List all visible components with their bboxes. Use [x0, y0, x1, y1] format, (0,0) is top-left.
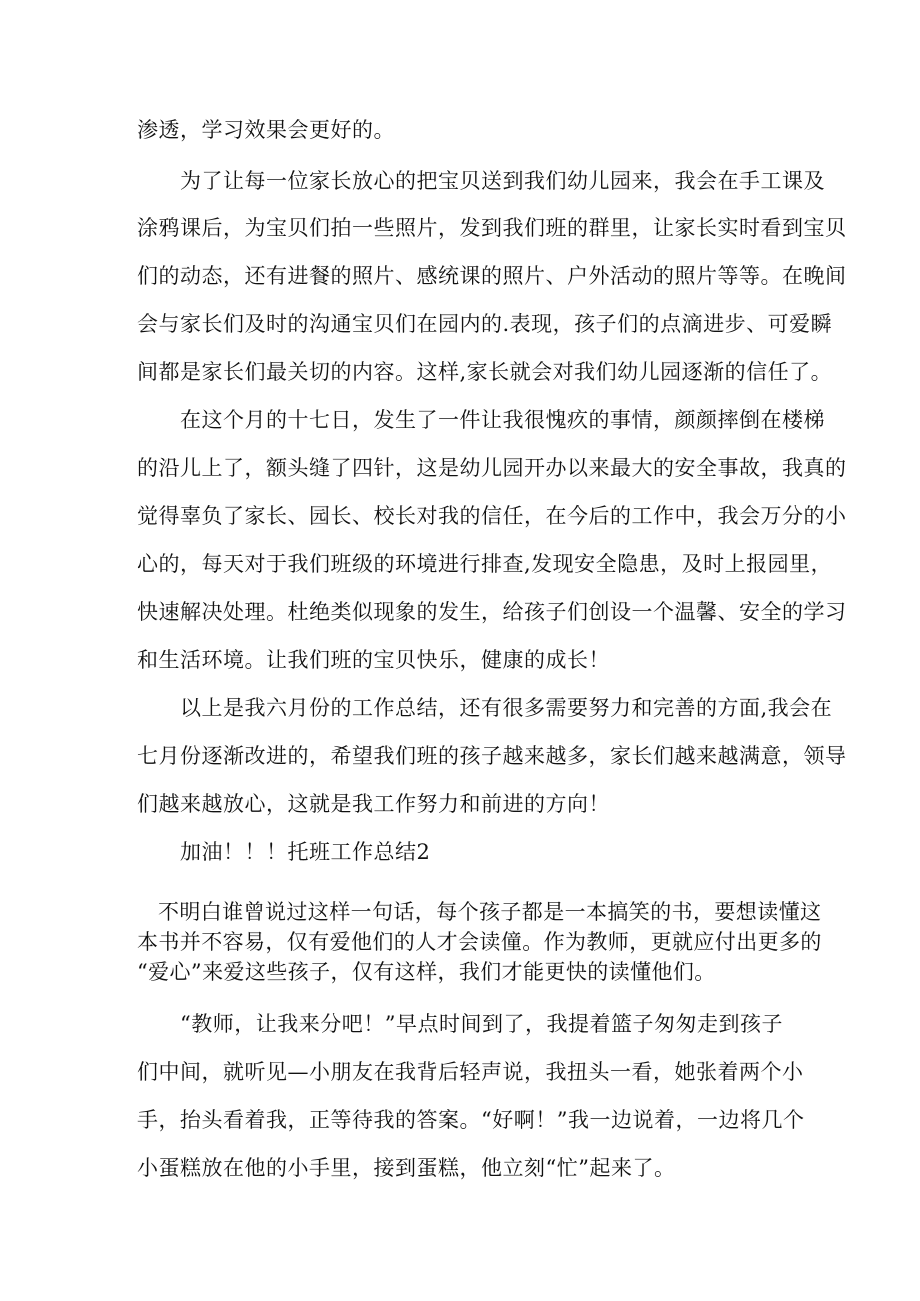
text-line: “爱心”来爱这些孩子，仅有这样，我们才能更快的读懂他们。: [137, 960, 716, 984]
text-line: 和生活环境。让我们班的宝贝快乐，健康的成长！: [137, 648, 610, 672]
text-line: 心的，每天对于我们班级的环境进行排查,发现安全隐患，及时上报园里，: [137, 552, 833, 576]
paragraph-first-line: 以上是我六月份的工作总结，还有很多需要努力和完善的方面,我会在: [180, 696, 833, 720]
text-line: 小蛋糕放在他的小手里，接到蛋糕，他立刻“忙”起来了。: [137, 1156, 676, 1180]
paragraph-first-line: 为了让每一位家长放心的把宝贝送到我们幼儿园来，我会在手工课及: [180, 169, 825, 193]
text-line: 们中间，就听见—小朋友在我背后轻声说，我扭头一看，她张着两个小: [137, 1060, 804, 1084]
text-line: 七月份逐渐改进的，希望我们班的孩子越来越多，家长们越来越满意，领导: [137, 744, 847, 768]
text-line: 间都是家长们最关切的内容。这样,家长就会对我们幼儿园逐渐的信任了。: [137, 360, 833, 384]
text-line: 手，抬头看着我，正等待我的答案。“好啊！”我一边说着，一边将几个: [137, 1108, 805, 1132]
text-line: 的沿儿上了，额头缝了四针，这是幼儿园开办以来最大的安全事故，我真的: [137, 456, 847, 480]
section-heading: 加油！！！托班工作总结2: [180, 840, 431, 864]
text-line: 本书并不容易，仅有爱他们的人才会读僮。作为教师，更就应付出更多的: [137, 930, 822, 954]
text-line: 快速解决处理。杜绝类似现象的发生，给孩子们创设一个温馨、安全的学习: [137, 600, 847, 624]
text-line: 会与家长们及时的沟通宝贝们在园内的.表现，孩子们的点滴进步、可爱瞬: [137, 312, 833, 336]
text-line: 涂鸦课后，为宝贝们拍一些照片，发到我们班的群里，让家长实时看到宝贝: [137, 216, 847, 240]
text-line: 渗透，学习效果会更好的。: [137, 118, 395, 142]
paragraph-first-line: 在这个月的十七日，发生了一件让我很愧疚的事情，颜颜摔倒在楼梯: [180, 408, 825, 432]
text-line: 们越来越放心，这就是我工作努力和前进的方向！: [137, 792, 610, 816]
text-line: 们的动态，还有进餐的照片、感统课的照片、户外活动的照片等等。在晚间: [137, 264, 847, 288]
paragraph-first-line: “教师，让我来分吧！”早点时间到了，我提着篮子匆匆走到孩子: [180, 1012, 783, 1036]
text-line: 觉得辜负了家长、园长、校长对我的信任，在今后的工作中，我会万分的小: [137, 504, 847, 528]
paragraph-first-line: 不明白谁曾说过这样一句话，每个孩子都是一本搞笑的书，要想读懂这: [158, 900, 822, 924]
